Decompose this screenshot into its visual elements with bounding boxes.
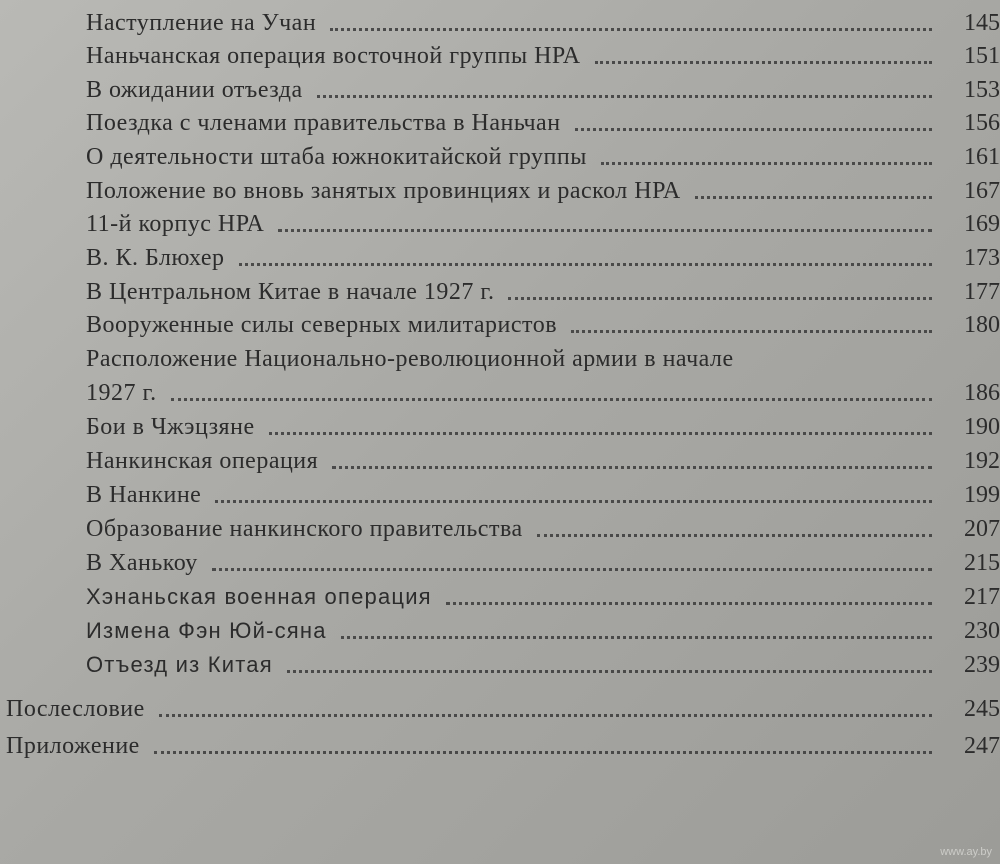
- toc-entry: [86, 408, 1000, 442]
- dot-leader: [332, 466, 932, 469]
- toc-entry: [86, 4, 1000, 38]
- toc-back-matter-entry: [6, 690, 1000, 724]
- dot-leader: [575, 128, 932, 131]
- dot-leader: [215, 500, 932, 503]
- toc-entry-page: 145: [964, 10, 1000, 36]
- toc-entry-title: Послесловие: [6, 696, 145, 722]
- toc-entry-page: 247: [964, 733, 1000, 759]
- toc-entry-title: О деятельности штаба южнокитайской группы: [86, 144, 587, 170]
- toc-entry-title: Измена Фэн Юй-сяна: [86, 618, 327, 643]
- toc-entry-page: 173: [964, 245, 1000, 271]
- toc-entry-page: 169: [964, 211, 1000, 237]
- dot-leader: [537, 534, 932, 537]
- toc-entry: [86, 476, 1000, 510]
- toc-entry: [86, 306, 1000, 340]
- toc-entry-page: 151: [964, 43, 1000, 69]
- toc-entry-title: Нанкинская операция: [86, 448, 319, 474]
- toc-entry: [86, 138, 1000, 172]
- toc-entry-title: В Центральном Китае в начале 1927 г.: [86, 279, 495, 305]
- dot-leader: [508, 297, 932, 300]
- dot-leader: [278, 229, 932, 232]
- toc-entry-page: 186: [964, 380, 1000, 406]
- toc-entry-title: В ожидании отъезда: [86, 77, 303, 103]
- toc-entry-page: 245: [964, 696, 1000, 722]
- toc-entry-page: 215: [964, 550, 1000, 576]
- toc-entry-title: Хэнаньская военная операция: [86, 584, 432, 609]
- toc-entry: [86, 104, 1000, 138]
- toc-entry-title: В Нанкине: [86, 482, 202, 508]
- toc-entry: [86, 71, 1000, 105]
- toc-entry-page: 230: [964, 618, 1000, 644]
- toc-entry-page: 177: [964, 279, 1000, 305]
- toc-entry-page: 161: [964, 144, 1000, 170]
- toc-entry-title: Образование нанкинского правительства: [86, 516, 523, 542]
- toc-back-matter-entry: [6, 727, 1000, 761]
- dot-leader: [171, 398, 932, 401]
- toc-entry: [86, 205, 1000, 239]
- toc-entry-title: В Ханькоу: [86, 550, 198, 576]
- toc-entry-title: Вооруженные силы северных милитаристов: [86, 312, 558, 338]
- toc-entry-title-continuation: 1927 г.: [86, 380, 157, 406]
- toc-entry-page: 153: [964, 77, 1000, 103]
- toc-entry-title: 11-й корпус НРА: [86, 211, 265, 237]
- toc-entry-page: 217: [964, 584, 1000, 610]
- dot-leader: [317, 95, 932, 98]
- toc-entry-page: 180: [964, 312, 1000, 338]
- toc-entry-title: Наступление на Учан: [86, 10, 317, 36]
- dot-leader: [446, 602, 932, 605]
- toc-entry: [86, 544, 1000, 578]
- dot-leader: [154, 751, 932, 754]
- toc-entry-page: 167: [964, 178, 1000, 204]
- toc-entry-page: 192: [964, 448, 1000, 474]
- toc-entry-title: Поездка с членами правительства в Наньчан: [86, 110, 561, 136]
- toc-entry: [86, 510, 1000, 544]
- dot-leader: [239, 263, 932, 266]
- toc-entry-title: Отъезд из Китая: [86, 652, 273, 677]
- toc-entry-multiline: [86, 340, 1000, 374]
- toc-entry-title: Расположение Национально-революционной армии в начале: [86, 346, 734, 372]
- toc-entry: [86, 239, 1000, 273]
- toc-entry: [86, 578, 1000, 612]
- dot-leader: [571, 330, 932, 333]
- toc-entry: [86, 612, 1000, 646]
- toc-entry-page: 239: [964, 652, 1000, 678]
- toc-entry-page: 207: [964, 516, 1000, 542]
- toc-entry: [86, 172, 1000, 206]
- toc-entry: [86, 273, 1000, 307]
- toc-entry-page: 190: [964, 414, 1000, 440]
- dot-leader: [212, 568, 932, 571]
- toc-entry-page: 199: [964, 482, 1000, 508]
- toc-entry: [86, 646, 1000, 680]
- toc-entry-continuation: [86, 374, 1000, 408]
- toc-entry-title: Положение во вновь занятых провинциях и раскол НРА: [86, 178, 681, 204]
- toc-entry-title: Наньчанская операция восточной группы НРА: [86, 43, 581, 69]
- dot-leader: [330, 28, 932, 31]
- toc-entry: [86, 37, 1000, 71]
- dot-leader: [695, 196, 932, 199]
- toc-entry-page: 156: [964, 110, 1000, 136]
- dot-leader: [601, 162, 932, 165]
- dot-leader: [269, 432, 932, 435]
- toc-entry-title: В. К. Блюхер: [86, 245, 225, 271]
- watermark: www.ay.by: [940, 846, 992, 858]
- toc-entry-title: Бои в Чжэцзяне: [86, 414, 255, 440]
- dot-leader: [341, 636, 932, 639]
- toc-entry: [86, 442, 1000, 476]
- toc-entry-title: Приложение: [6, 733, 140, 759]
- dot-leader: [595, 61, 932, 64]
- dot-leader: [159, 714, 932, 717]
- dot-leader: [287, 670, 932, 673]
